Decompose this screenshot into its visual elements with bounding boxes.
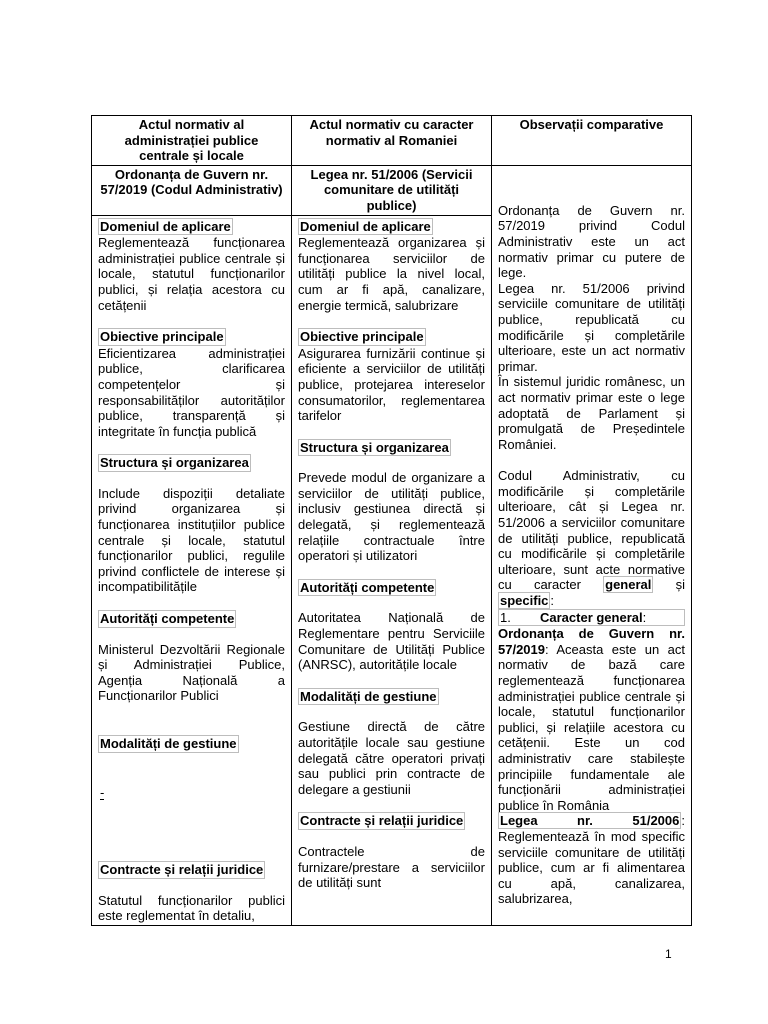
- col2-autoritati-title: Autorități competente: [300, 579, 435, 595]
- col1-autoritati-title: Autorități competente: [100, 611, 235, 627]
- page-number: 1: [665, 947, 672, 961]
- col2-domeniu-text: Reglementează organizarea și funcționarea serviciilor de utilități publice la nivel local, cum ar fi apă, canalizare, energie termică, salubrizare: [298, 235, 485, 313]
- obs-item-general: 1. Caracter general:: [498, 609, 685, 627]
- col1-structura-text: Include dispoziții detaliate privind organizarea și funcționarea instituțiilor publice centrale și locale, statutul funcționarilor publici, regulile privind conflictele de interese și incompatibilitățile: [98, 485, 285, 595]
- og-title: Ordonanța de Guvern nr. 57/2019: [498, 626, 685, 657]
- col2-modalitati-text: Gestiune directă de către autoritățile locale sau gestiune delegată către operatori privați sau publici prin contracte de delegare a gestiunii: [298, 719, 485, 797]
- col1-domeniu-text: Reglementează funcționarea administrației publice centrale și locale, statutul funcționarilor publici, și relația acestora cu cetățenii: [98, 235, 285, 313]
- header-col3: Observații comparative: [492, 116, 692, 166]
- col2-contracte-title: Contracte și relații juridice: [300, 813, 464, 829]
- col1-modalitati-text: -: [100, 784, 105, 800]
- act-col2: Legea nr. 51/2006 (Servicii comunitare de utilități publice): [292, 165, 492, 215]
- col1-obiective-title: Obiective principale: [100, 329, 224, 345]
- col2-autoritati-text: Autoritatea Națională de Reglementare pentru Serviciile Comunitare de Utilități Publice (ANRSC), autoritățile locale: [298, 610, 485, 673]
- observations-cell: [492, 165, 692, 925]
- col1-domeniu-title: Domeniul de aplicare: [100, 218, 231, 234]
- col2-obiective-title: Obiective principale: [300, 329, 424, 345]
- header-col1: Actul normativ al administrației publice centrale și locale: [92, 116, 292, 166]
- obs-og-paragraph: Ordonanța de Guvern nr. 57/2019: Aceasta este un act normativ de bază care reglementează funcționarea administrației publice centrale și locale, statutul funcționarilor publici, și relațiile acestora cu cetățenii. Este un cod administrativ care stabilește principiile fundamentale ale funcționării administrației publice în România: [498, 626, 685, 813]
- col1-contracte-text: Statutul funcționarilor publici este reglementat în detaliu,: [98, 892, 285, 924]
- comparison-table: [91, 115, 692, 926]
- obs-lg-paragraph: Legea nr. 51/2006 : Reglementează în mod specific serviciile comunitare de utilități publice, cum ar fi alimentarea cu apă, canalizarea, salubrizarea,: [498, 813, 685, 907]
- col2-domeniu-title: Domeniul de aplicare: [300, 218, 431, 234]
- col1-modalitati-title: Modalități de gestiune: [100, 736, 237, 751]
- col1-structura-title: Structura și organizarea: [100, 455, 249, 471]
- lg-title: Legea nr. 51/2006: [500, 813, 680, 829]
- content-col1: [92, 215, 292, 925]
- table-header-row: [92, 116, 692, 166]
- col2-modalitati-title: Modalități de gestiune: [300, 688, 437, 704]
- obs-paragraph-4: Codul Administrativ, cu modificările și completările ulterioare, cât și Legea nr. 51/2006 a serviciilor comunitare de utilități publice, republicată cu modificările și completările ulterioare, sunt acte normative cu caracter general și specific :: [498, 468, 685, 609]
- col2-structura-title: Structura și organizarea: [300, 439, 449, 455]
- obs-paragraph-2: Legea nr. 51/2006 privind serviciile comunitare de utilități publice, republicată cu modificările și completările ulterioare, este un act normativ primar.: [498, 280, 685, 374]
- col2-obiective-text: Asigurarea furnizării continue și eficiente a serviciilor de utilități publice, protejarea intereselor consumatorilor, reglementarea tarifelor: [298, 345, 485, 424]
- header-col2: Actul normativ cu caracter normativ al Romaniei: [292, 116, 492, 166]
- col2-structura-text: Prevede modul de organizare a serviciilor de utilități publice, inclusiv gestiunea directă și delegată, și reglementează relațiile contractuale între operatori și utilizatori: [298, 470, 485, 564]
- act-col1: Ordonanța de Guvern nr. 57/2019 (Codul Administrativ): [92, 165, 292, 215]
- col1-contracte-title: Contracte și relații juridice: [100, 862, 264, 878]
- obs-paragraph-1: Ordonanța de Guvern nr. 57/2019 privind Codul Administrativ este un act normativ primar cu putere de lege.: [498, 202, 685, 281]
- general-term: general: [605, 577, 652, 593]
- col1-autoritati-text: Ministerul Dezvoltării Regionale și Administrației Publice, Agenția Națională a Funcționarilor Publici: [98, 641, 285, 704]
- content-col2: [292, 215, 492, 925]
- col2-contracte-text: Contractele de furnizare/prestare a serviciilor de utilități sunt: [298, 843, 485, 891]
- acts-row: [92, 165, 692, 215]
- specific-term: specific: [500, 593, 549, 609]
- col1-obiective-text: Eficientizarea administrației publice, clarificarea competențelor și responsabilităților autorităților publice, transparență și integritate în funcția publică: [98, 345, 285, 439]
- obs-paragraph-3: În sistemul juridic românesc, un act normativ primar este o lege adoptată de Parlament și promulgată de Președintele României.: [498, 374, 685, 452]
